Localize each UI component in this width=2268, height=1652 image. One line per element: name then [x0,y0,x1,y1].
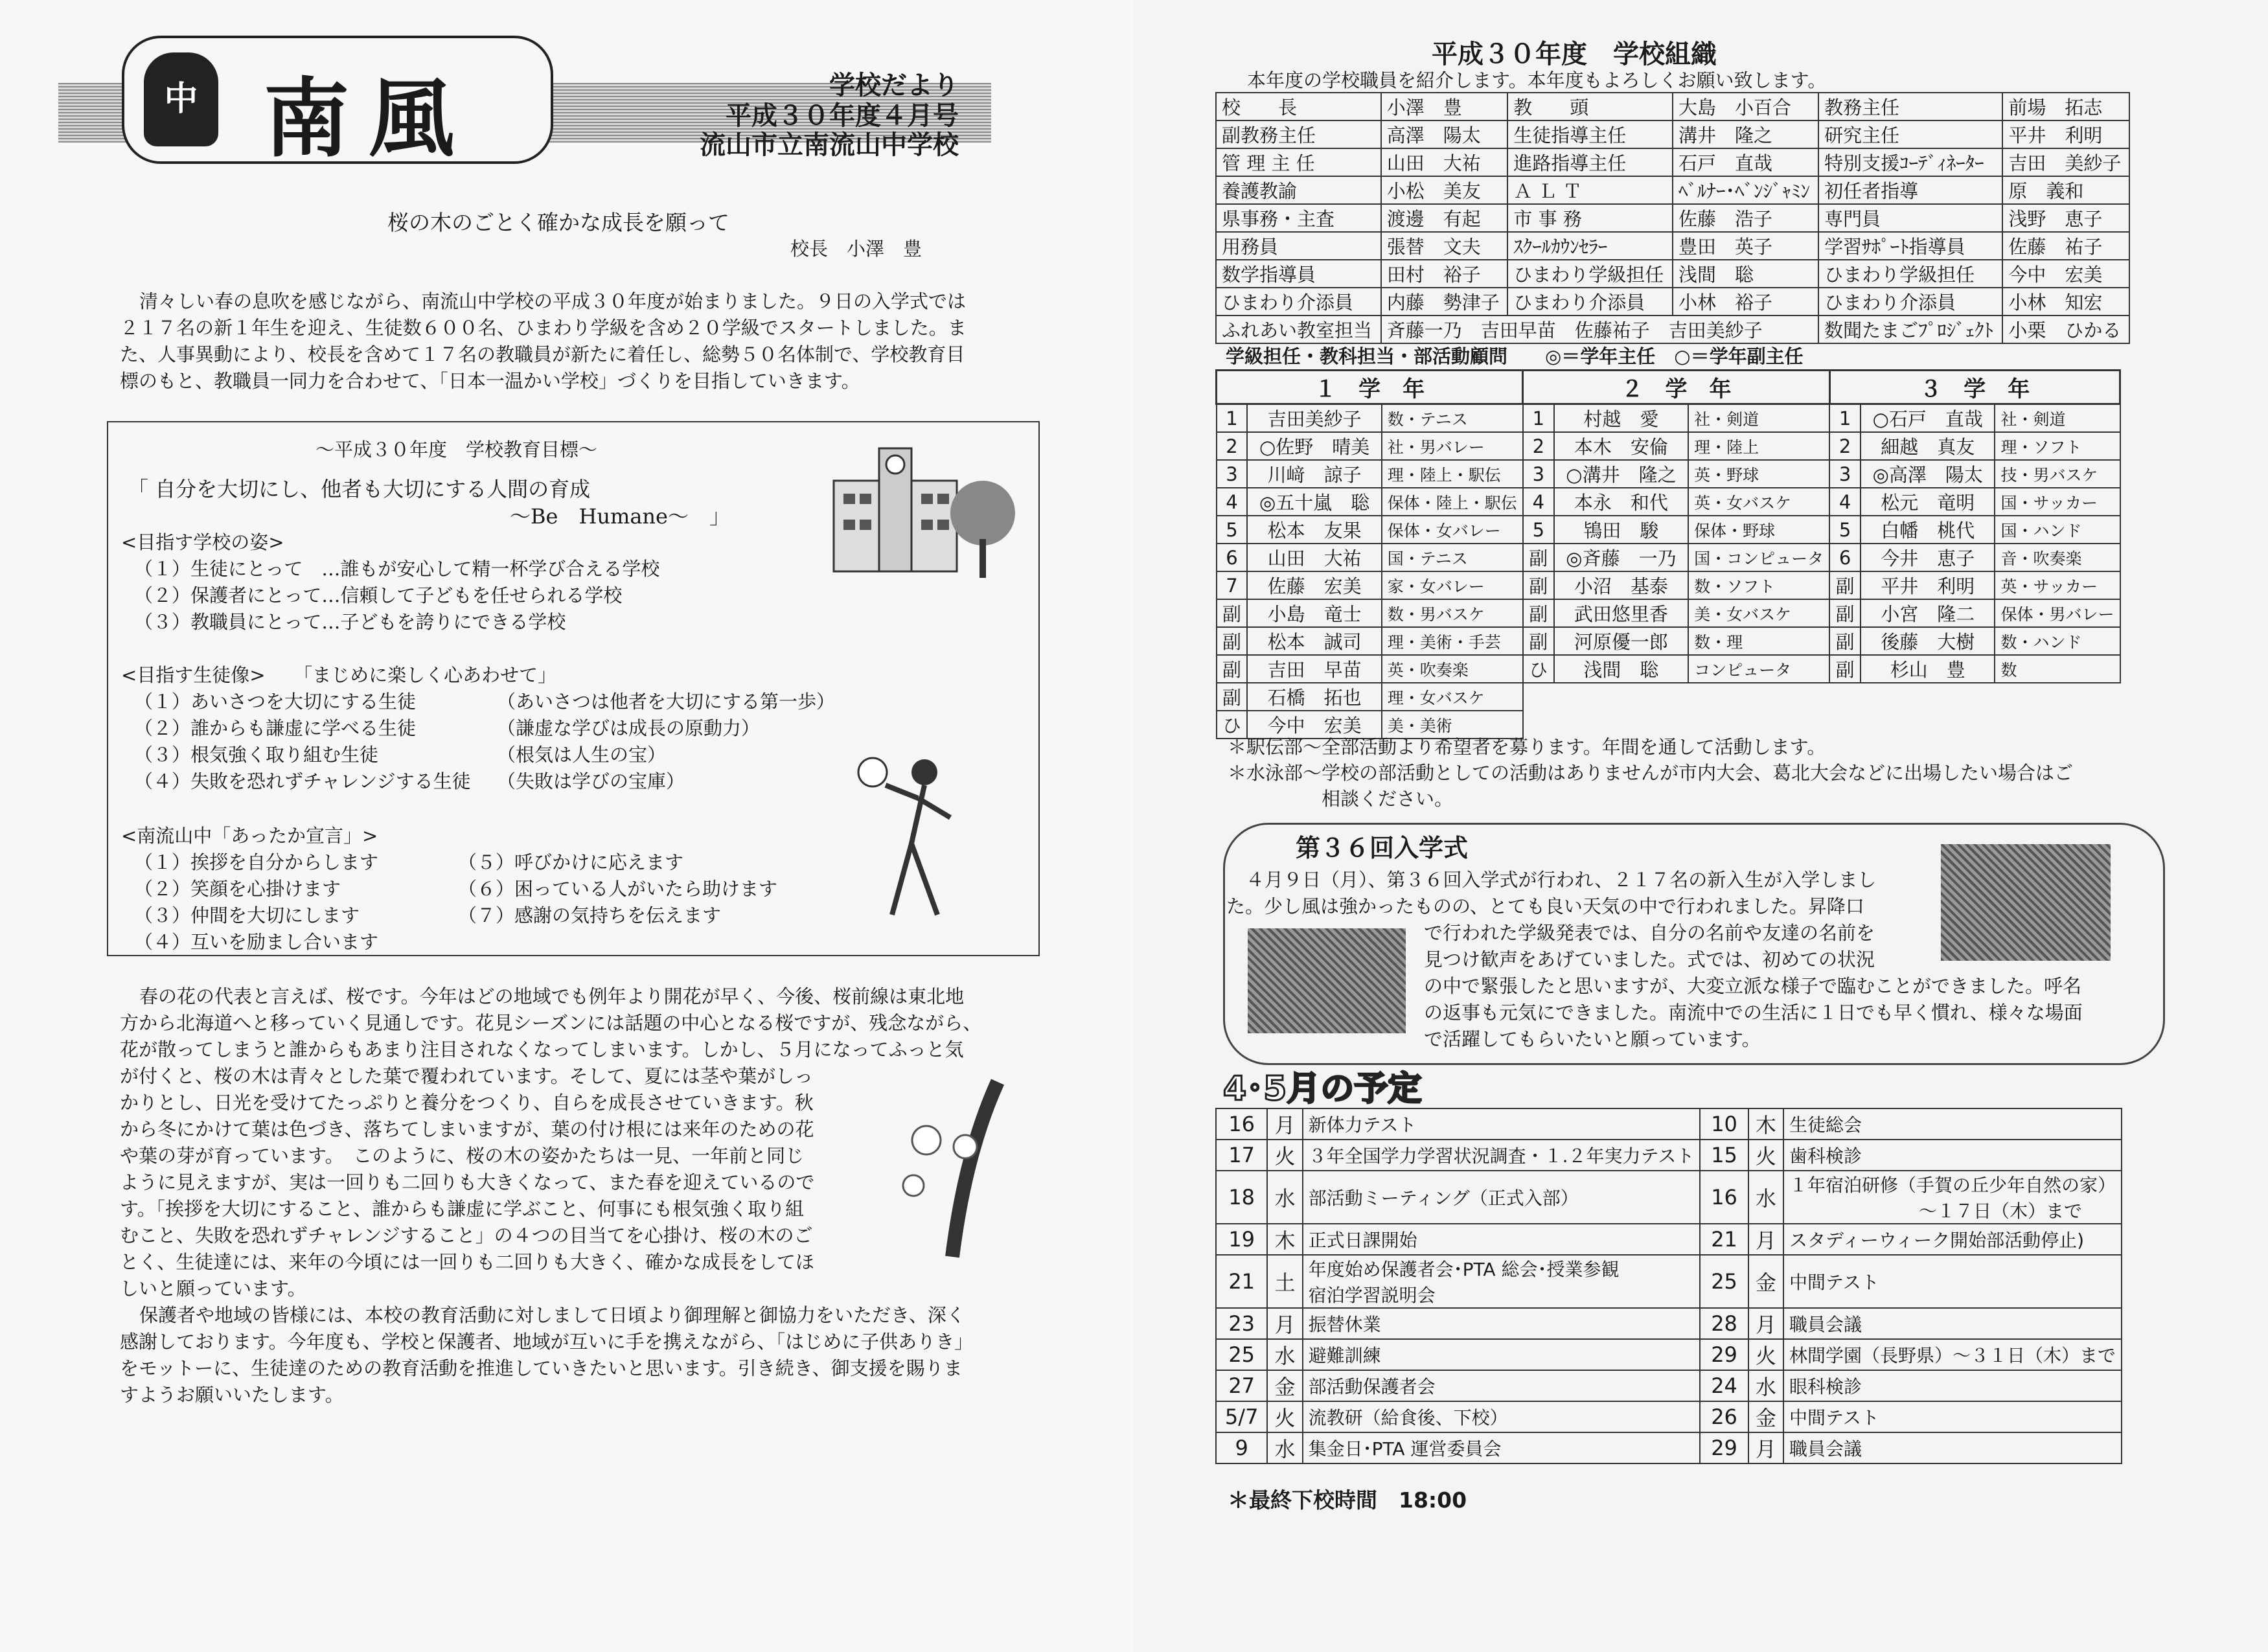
staff-row [1216,288,2129,315]
subject-club [1995,683,2120,711]
schedule-row [1216,1308,2122,1339]
schedule-row [1216,1339,2122,1370]
event-description: ３年全国学力学習状況調査・１.２年実力テスト [1303,1140,1701,1171]
staff-name: 溝井 隆之 [1673,120,1818,148]
org-intro: 本年度の学校職員を紹介します。本年度もよろしくお願い致します。 [1247,69,1827,91]
homeroom-row [1217,516,2120,544]
event-date: 29 [1700,1339,1748,1370]
event-description: 部活動保護者会 [1303,1370,1701,1401]
event-weekday: 火 [1267,1401,1302,1432]
goals-student-list: <目指す生徒像> 「まじめに楽しく心あわせて」 （１）あいさつを大切にする生徒 （あいさつは他者を大切にする第一歩） （２）誰からも謙虚に学べる生徒 （謙虚な学びは成長の原動力） （３）根気強く取り組む生徒 （根気は人生の宝） （４）失敗を恐れずチャレンジする生徒 （失敗は学びの宝庫） [121,664,836,792]
subject-club: 国・コンピュータ [1688,544,1829,571]
event-date: 16 [1216,1108,1267,1140]
subject-club: 国・サッカー [1995,488,2120,516]
staff-role: Ａ Ｌ Ｔ [1507,176,1673,204]
event-description-extra: 宿泊学習説明会 [1308,1285,1436,1306]
staff-row [1216,120,2129,148]
event-weekday: 月 [1267,1108,1302,1140]
staff-role: ｽｸｰﾙｶｳﾝｾﾗｰ [1507,232,1673,260]
homeroom-teacher: 村越 愛 [1554,404,1688,433]
newsletter-title: 南風 [264,69,474,169]
class-number: 1 [1523,404,1554,433]
homeroom-teacher: 川﨑 諒子 [1247,460,1381,488]
homeroom-teacher: ○溝井 隆之 [1554,460,1688,488]
goals-motto: 「 自分を大切にし、他者も大切にする人間の育成 [128,477,591,501]
staff-name: 小松 美友 [1381,176,1508,204]
class-number: 副 [1523,571,1554,599]
staff-role: 進路指導主任 [1507,148,1673,176]
class-number: 副 [1217,655,1248,683]
staff-name: 石戸 直哉 [1673,148,1818,176]
event-date: 27 [1216,1370,1267,1401]
staff-name: 小栗 ひかる [2002,315,2129,343]
class-number: 副 [1829,571,1861,599]
subject-club: 英・女バスケ [1688,488,1829,516]
homeroom-teacher: 白幡 桃代 [1861,516,1995,544]
event-description: 部活動ミーティング（正式入部） [1303,1171,1701,1224]
staff-name: 田村 裕子 [1381,260,1508,288]
goals-title: ～平成３０年度 学校教育目標～ [315,439,598,461]
staff-role: 県事務・主査 [1216,204,1381,232]
class-number: 2 [1217,432,1248,460]
principal-para1: 清々しい春の息吹を感じながら、南流山中学校の平成３０年度が始まりました。９日の入学式では ２１７名の新１年生を迎え、生徒数６００名、ひまわり学級を含め２０学級でスタートしました。ま た、人事異動により、校長を含めて１７名の教職員が新たに着任し、総勢５０名体制で、学校教育目 標のもと、教職員一同力を合わせて、「日本一温かい学校」づくりを目指していきます。 [120,290,967,392]
entrance-text: ４月９日（月）、第３６回入学式が行われ、２１７名の新入生が入学しまし た。少し風は強かったものの、とても良い天気の中で行われました。昇降口 で行われた学級発表では、自分の名前や友達の名前を 見つけ歓声をあげていました。式では、初めての状況 の中で緊張したと思いますが、大変立派な様子で臨むことができました。呼名 の返事も元気にできました。南流中での生活に１日でも早く慣れ、様々な場面 で活躍してもらいたいと願っています。 [1226,869,2083,1050]
homeroom-teacher: 本木 安倫 [1554,432,1688,460]
homeroom-teacher: ○佐野 晴美 [1247,432,1381,460]
subject-club: 英・サッカー [1995,571,2120,599]
event-description: 職員会議 [1783,1432,2122,1463]
event-weekday: 火 [1267,1140,1302,1171]
subject-club: 保体・野球 [1688,516,1829,544]
homeroom-header: 学級担任・教科担当・部活動顧問 ◎＝学年主任 ○＝学年副主任 [1226,345,1804,367]
schedule-title: 4･5月の予定 [1223,1070,1422,1108]
class-number: 6 [1829,544,1861,571]
schedule-row [1216,1432,2122,1463]
staff-row [1216,204,2129,232]
event-date: 16 [1700,1171,1748,1224]
subject-club: 保体・女バレー [1382,516,1523,544]
event-description: 生徒総会 [1783,1108,2122,1140]
principal-byline: 校長 小澤 豊 [790,238,922,260]
subject-club: 数 [1995,655,2120,683]
event-date: 9 [1216,1432,1267,1463]
staff-role: ひまわり介添員 [1818,288,2002,315]
homeroom-row [1217,683,2120,711]
staff-row [1216,93,2129,120]
final-dismissal-time: ＊最終下校時間 18:00 [1228,1487,1467,1513]
staff-role: ひまわり介添員 [1216,288,1381,315]
homeroom-teacher: ◎五十嵐 聡 [1247,488,1381,516]
staff-name: ﾍﾞﾙﾅｰ･ﾍﾞﾝｼﾞｬﾐﾝ [1673,176,1818,204]
staff-name: 浅野 恵子 [2002,204,2129,232]
staff-name: 佐藤 祐子 [2002,232,2129,260]
homeroom-teacher: ◎高澤 陽太 [1861,460,1995,488]
event-description: スタディーウィーク開始部活動停止) [1783,1224,2122,1255]
event-weekday: 水 [1267,1339,1302,1370]
schedule-row [1216,1401,2122,1432]
staff-role: 数聞たまごﾌﾟﾛｼﾞｪｸﾄ [1818,315,2002,343]
org-title: 平成３０年度 学校組織 [1432,39,1717,69]
class-number [1829,683,1861,711]
subject-club: 音・吹奏楽 [1995,544,2120,571]
principal-heading: 桜の木のごとく確かな成長を願って [387,210,729,235]
homeroom-teacher: 松本 誠司 [1247,627,1381,655]
subject-club: 社・剣道 [1688,404,1829,433]
staff-role: 教務主任 [1818,93,2002,120]
homeroom-teacher: 平井 利明 [1861,571,1995,599]
homeroom-teacher: 小島 竜士 [1247,599,1381,627]
schedule-row [1216,1224,2122,1255]
subject-club: 理・女バスケ [1382,683,1523,711]
staff-name: 佐藤 浩子 [1673,204,1818,232]
staff-name: 張替 文夫 [1381,232,1508,260]
staff-role: 教 頭 [1507,93,1673,120]
schedule-row [1216,1171,2122,1224]
homeroom-row [1217,571,2120,599]
subject-club: 国・ハンド [1995,516,2120,544]
goals-declaration: <南流山中「あったか宣言」> （１）挨拶を自分からします （２）笑顔を心掛けます （３）仲間を大切にします （４）互いを励まし合います （５）呼びかけに応えます （６）困っている人がいたら助けます （７）感謝の気持ちを伝えます [121,825,778,953]
event-date: 29 [1700,1432,1748,1463]
event-date: 26 [1700,1401,1748,1432]
schedule-row [1216,1370,2122,1401]
homeroom-teacher: 今中 宏美 [1247,711,1381,739]
homeroom-teacher: 鴇田 駿 [1554,516,1688,544]
event-weekday: 土 [1267,1255,1302,1308]
staff-role: 養護教諭 [1216,176,1381,204]
staff-name: 小林 裕子 [1673,288,1818,315]
homeroom-row [1217,599,2120,627]
grade1-title: １ 学 年 [1217,371,1523,404]
class-number: 1 [1829,404,1861,433]
staff-name: 内藤 勢津子 [1381,288,1508,315]
schedule-row [1216,1255,2122,1308]
event-weekday: 金 [1748,1255,1783,1308]
staff-role: 専門員 [1818,204,2002,232]
staff-role: 校 長 [1216,93,1381,120]
staff-role: 管 理 主 任 [1216,148,1381,176]
principal-para2: 春の花の代表と言えば、桜です。今年はどの地域でも例年より開花が早く、今後、桜前線は東北地 方から北海道へと移っていく見通しです。花見シーズンには話題の中心となる桜ですが、残念ながら、 花が散ってしまうと誰からもあまり注目されなくなってしまいます。しかし、５月になってふっと気 が付くと、桜の木は青々とした葉で覆われています。そして、夏には茎や葉がしっ かりとし、日光を受けてたっぷりと養分をつくり、自らを成長させていきます。秋 から冬にかけて葉は色づき、落ちてしまいますが、葉の付け根には来年のための花 や葉の芽が育っています。 このように、桜の木の姿かたちは一見、一年前と同じ ように見えますが、実は一回りも二回りも大きくなって、また春を迎えているので す。「挨拶を大切にすること、誰からも謙虚に学ぶこと、何事にも根気強く取り組 むこと、失敗を恐れずチャレンジすること」の４つの目当てを心掛け、桜の木のご とく、生徒達には、来年の今頃には一回りも二回りも大きく、確かな成長をしてほ しいと願っています。 保護者や地域の皆様には、本校の教育活動に対しまして日頃より御理解と御協力をいただき、深く 感謝しております。今年度も、学校と保護者、地域が互いに手を携えながら、「はじめに子供ありき」 をモットーに、生徒達のための教育活動を推進していきたいと思います。引き続き、御支援を賜りま すようお願いいたします。 [120,985,982,1406]
event-weekday: 木 [1748,1108,1783,1140]
subject-club: 美・美術 [1382,711,1523,739]
staff-name: 高澤 陽太 [1381,120,1508,148]
subject-club: 国・テニス [1382,544,1523,571]
goals-motto-en: ～Be Humane～ 」 [510,504,730,529]
entrance-title: 第３６回入学式 [1296,834,1469,862]
class-number: ひ [1523,655,1554,683]
homeroom-teacher: 松元 竜明 [1861,488,1995,516]
subject-club: 理・美術・手芸 [1382,627,1523,655]
class-number: 3 [1829,460,1861,488]
event-date: 21 [1216,1255,1267,1308]
event-weekday: 月 [1267,1308,1302,1339]
staff-name: 斉藤一乃 吉田早苗 佐藤祐子 吉田美紗子 [1381,315,1818,343]
subject-club: 数・男バスケ [1382,599,1523,627]
subject-club: 数・理 [1688,627,1829,655]
event-date: 21 [1700,1224,1748,1255]
event-description: 振替休業 [1303,1308,1701,1339]
homeroom-teacher: 細越 真友 [1861,432,1995,460]
homeroom-teacher: 吉田 早苗 [1247,655,1381,683]
class-number: 副 [1523,599,1554,627]
homeroom-teacher: 武田悠里香 [1554,599,1688,627]
event-date: 25 [1216,1339,1267,1370]
staff-name: 大島 小百合 [1673,93,1818,120]
class-number: 副 [1217,627,1248,655]
volleyball-player-illustration [853,746,996,941]
staff-role: ひまわり学級担任 [1507,260,1673,288]
subject-club: 社・剣道 [1995,404,2120,433]
homeroom-teacher: 浅間 聡 [1554,655,1688,683]
cherry-branch-illustration [888,1075,1017,1263]
schedule-row [1216,1140,2122,1171]
subject-club: 理・ソフト [1995,432,2120,460]
staff-role: 研究主任 [1818,120,2002,148]
staff-row [1216,315,2129,343]
event-description: １年宿泊研修（手賀の丘少年自然の家） ～１７日（木）まで [1783,1171,2122,1224]
event-description: 中間テスト [1783,1255,2122,1308]
event-weekday: 水 [1267,1171,1302,1224]
homeroom-row [1217,432,2120,460]
event-date: 10 [1700,1108,1748,1140]
staff-role: 市 事 務 [1507,204,1673,232]
subject-club: 保体・男バレー [1995,599,2120,627]
staff-name: 原 義和 [2002,176,2129,204]
homeroom-teacher: 本永 和代 [1554,488,1688,516]
class-number: 副 [1829,627,1861,655]
event-date: 19 [1216,1224,1267,1255]
staff-name: 豊田 英子 [1673,232,1818,260]
staff-name: 小林 知宏 [2002,288,2129,315]
class-number: 7 [1217,571,1248,599]
subject-club: 社・男バレー [1382,432,1523,460]
homeroom-row [1217,460,2120,488]
staff-row [1216,232,2129,260]
staff-row [1216,148,2129,176]
schedule-row [1216,1108,2122,1140]
event-date: 24 [1700,1370,1748,1401]
staff-role: 特別支援ｺｰﾃﾞｨﾈｰﾀｰ [1818,148,2002,176]
class-number: ひ [1217,711,1248,739]
class-number: 3 [1523,460,1554,488]
staff-role: 生徒指導主任 [1507,120,1673,148]
subject-club: 家・女バレー [1382,571,1523,599]
event-date: 23 [1216,1308,1267,1339]
subject-club: 保体・陸上・駅伝 [1382,488,1523,516]
event-description: 正式日課開始 [1303,1224,1701,1255]
homeroom-row [1217,488,2120,516]
event-description: 集金日･PTA 運営委員会 [1303,1432,1701,1463]
masthead-box [122,36,553,169]
event-weekday: 金 [1748,1401,1783,1432]
staff-role: ふれあい教室担当 [1216,315,1381,343]
subject-club: 理・陸上 [1688,432,1829,460]
staff-role: 学習ｻﾎﾟｰﾄ指導員 [1818,232,2002,260]
class-number: 2 [1829,432,1861,460]
event-description: 眼科検診 [1783,1370,2122,1401]
event-date: 15 [1700,1140,1748,1171]
subject-club: 数・テニス [1382,404,1523,433]
event-weekday: 水 [1748,1370,1783,1401]
staff-name: 小澤 豊 [1381,93,1508,120]
grade2-title: ２ 学 年 [1523,371,1829,404]
event-weekday: 金 [1267,1370,1302,1401]
class-number [1523,683,1554,711]
homeroom-row [1217,655,2120,683]
event-date: 25 [1700,1255,1748,1308]
issue-label: 平成３０年度４月号 [726,100,959,131]
staff-row [1216,176,2129,204]
school-building-illustration [821,435,1022,584]
staff-name: 浅間 聡 [1673,260,1818,288]
event-date: 18 [1216,1171,1267,1224]
staff-role: 用務員 [1216,232,1381,260]
event-description: 流教研（給食後、下校） [1303,1401,1701,1432]
event-date: 5/7 [1216,1401,1267,1432]
homeroom-teacher: 今井 恵子 [1861,544,1995,571]
event-description: 職員会議 [1783,1308,2122,1339]
event-description: 新体力テスト [1303,1108,1701,1140]
education-goals-box [107,421,1040,956]
staff-name: 平井 利明 [2002,120,2129,148]
staff-table [1215,92,2130,344]
homeroom-teacher [1554,683,1688,711]
event-weekday: 月 [1748,1308,1783,1339]
homeroom-teacher: 小沼 基泰 [1554,571,1688,599]
subject-club: 理・陸上・駅伝 [1382,460,1523,488]
event-weekday: 水 [1748,1171,1783,1224]
homeroom-teacher: 石橋 拓也 [1247,683,1381,711]
staff-role: ひまわり学級担任 [1818,260,2002,288]
club-notes: ＊駅伝部～全部活動より希望者を募ります。年間を通して活動します。 ＊水泳部～学校の部活動としての活動はありませんが市内大会、葛北大会などに出場したい場合はご 相談ください。 [1228,736,2074,810]
subject-club: 英・吹奏楽 [1382,655,1523,683]
subject-club: 数・ソフト [1688,571,1829,599]
homeroom-teacher: 山田 大祐 [1247,544,1381,571]
event-description: 年度始め保護者会･PTA 総会･授業参観 宿泊学習説明会 [1303,1255,1701,1308]
class-number: 4 [1217,488,1248,516]
subject-club: 数・ハンド [1995,627,2120,655]
event-weekday: 木 [1267,1224,1302,1255]
subject-club: コンピュータ [1688,655,1829,683]
schedule-table [1215,1108,2122,1464]
class-number: 4 [1523,488,1554,516]
event-description: 中間テスト [1783,1401,2122,1432]
staff-name: 渡邊 有起 [1381,204,1508,232]
staff-name: 今中 宏美 [2002,260,2129,288]
subject-club: 美・女バスケ [1688,599,1829,627]
subject-club [1688,683,1829,711]
homeroom-teacher: 後藤 大樹 [1861,627,1995,655]
event-weekday: 水 [1267,1432,1302,1463]
homeroom-teacher: 杉山 豊 [1861,655,1995,683]
class-number: 1 [1217,404,1248,433]
homeroom-teacher: ○石戸 直哉 [1861,404,1995,433]
homeroom-teacher: 佐藤 宏美 [1247,571,1381,599]
class-number: 副 [1523,627,1554,655]
subject-club: 英・野球 [1688,460,1829,488]
homeroom-teacher: 河原優一郎 [1554,627,1688,655]
event-weekday: 火 [1748,1140,1783,1171]
school-name: 流山市立南流山中学校 [700,130,959,160]
class-number: 5 [1217,516,1248,544]
school-logo: 中 [144,52,218,146]
homeroom-teacher: 小宮 隆二 [1861,599,1995,627]
goals-school-list: <目指す学校の姿> （１）生徒にとって …誰もが安心して精一杯学び合える学校 （２）保護者にとって…信頼して子どもを任せられる学校 （３）教職員にとって…子どもを誇りにできる学校 [121,531,660,633]
grade3-title: ３ 学 年 [1829,371,2120,404]
staff-row [1216,260,2129,288]
class-number: 副 [1217,683,1248,711]
event-description: 歯科検診 [1783,1140,2122,1171]
event-date: 28 [1700,1308,1748,1339]
homeroom-row [1217,627,2120,655]
class-number: 4 [1829,488,1861,516]
homeroom-row [1217,544,2120,571]
event-description: 避難訓練 [1303,1339,1701,1370]
staff-role: 初任者指導 [1818,176,2002,204]
staff-role: 副教務主任 [1216,120,1381,148]
staff-name: 山田 大祐 [1381,148,1508,176]
event-description-extra: ～１７日（木）まで [1918,1200,2082,1222]
class-number: 6 [1217,544,1248,571]
staff-role: ひまわり介添員 [1507,288,1673,315]
class-number: 3 [1217,460,1248,488]
class-number: 5 [1829,516,1861,544]
staff-name: 吉田 美紗子 [2002,148,2129,176]
class-number: 副 [1217,599,1248,627]
event-weekday: 月 [1748,1432,1783,1463]
event-weekday: 火 [1748,1339,1783,1370]
homeroom-table [1215,369,2121,739]
homeroom-teacher: 松本 友果 [1247,516,1381,544]
class-number: 副 [1523,544,1554,571]
event-date: 17 [1216,1140,1267,1171]
class-number: 5 [1523,516,1554,544]
homeroom-teacher: ◎斉藤 一乃 [1554,544,1688,571]
event-description: 林間学園（長野県）～３１日（木）まで [1783,1339,2122,1370]
newsletter-subtitle: 学校だより [829,70,959,100]
staff-role: 数学指導員 [1216,260,1381,288]
homeroom-row [1217,404,2120,433]
homeroom-teacher: 吉田美紗子 [1247,404,1381,433]
class-number: 副 [1829,655,1861,683]
class-number: 2 [1523,432,1554,460]
class-number: 副 [1829,599,1861,627]
subject-club: 技・男バスケ [1995,460,2120,488]
staff-name: 前場 拓志 [2002,93,2129,120]
homeroom-teacher [1861,683,1995,711]
event-weekday: 月 [1748,1224,1783,1255]
